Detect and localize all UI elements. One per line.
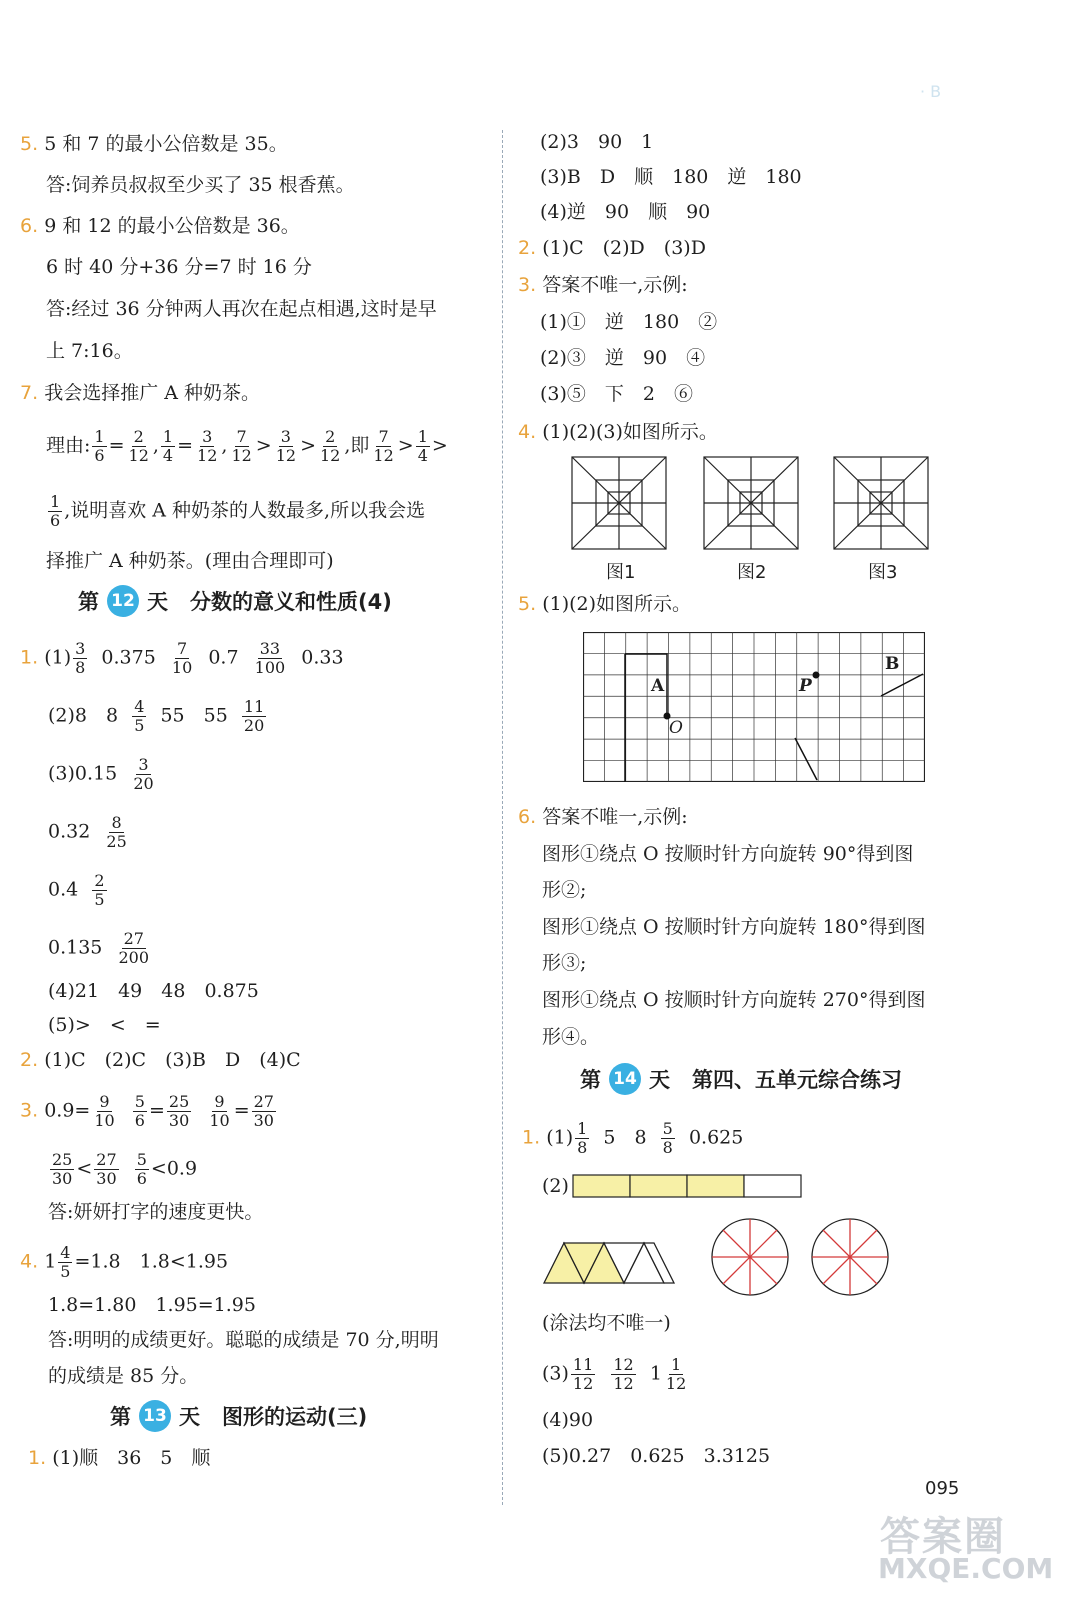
- fraction: $\frac{25}{30}$: [168, 1092, 190, 1130]
- section-heading-14: 第 14 天 第四、五单元综合练习: [580, 1063, 902, 1095]
- answer-line: (3)0.15 $\frac{3}{20}$: [48, 755, 154, 793]
- label-o: O: [669, 718, 683, 738]
- fraction: $\frac{33}{100}$: [254, 639, 286, 677]
- answer-line: 上 7:16。: [46, 340, 133, 362]
- answer-line: 0.4 $\frac{2}{5}$: [48, 871, 105, 909]
- answer-line: 3. 答案不唯一,示例:: [518, 274, 688, 296]
- circle-shape-1: [712, 1219, 788, 1295]
- fraction: $\frac{1}{6}$: [94, 427, 105, 465]
- answer-line: (3)⑤ 下 2 ⑥: [540, 383, 694, 405]
- answer-line: 5. 5 和 7 的最小公倍数是 35。: [20, 133, 288, 155]
- answer-line: 图形①绕点 O 按顺时针方向旋转 90°得到图: [542, 843, 914, 865]
- shaded-shapes: [540, 1215, 900, 1305]
- answer-line: (5)> < =: [48, 1014, 161, 1036]
- symmetry-figures: [570, 455, 990, 551]
- answer-line: 2. (1)C (2)C (3)B D (4)C: [20, 1049, 301, 1071]
- answer-line: 1. (1)顺 36 5 顺: [28, 1447, 211, 1469]
- answer-line: 的成绩是 85 分。: [48, 1365, 199, 1387]
- fraction: $\frac{2}{12}$: [320, 427, 341, 465]
- shaded-bar: [572, 1174, 804, 1198]
- fraction: $\frac{7}{10}$: [171, 639, 193, 677]
- answer-line: 0.32 $\frac{8}{25}$: [48, 813, 127, 851]
- fraction: $\frac{11}{20}$: [243, 697, 265, 735]
- answer-line: 1. (1) $\frac{1}{8}$ 5 8 $\frac{5}{8}$ 0.625: [522, 1119, 744, 1157]
- answer-line: 答:明明的成绩更好。聪聪的成绩是 70 分,明明: [48, 1329, 439, 1351]
- fraction: $\frac{8}{25}$: [106, 813, 127, 851]
- shape-b-segment: [881, 674, 923, 696]
- rotated-segment: [795, 738, 817, 780]
- fraction: $\frac{1}{8}$: [577, 1119, 588, 1157]
- fraction: $\frac{1}{6}$: [50, 492, 61, 530]
- answer-line: (涂法均不唯一): [542, 1312, 671, 1334]
- answer-line: 0.135 $\frac{27}{200}$: [48, 929, 150, 967]
- answer-line: (2)③ 逆 90 ④: [540, 347, 706, 369]
- answer-line: (4)逆 90 顺 90: [540, 201, 711, 223]
- fraction: $\frac{9}{10}$: [209, 1092, 230, 1130]
- answer-line: 7. 我会选择推广 A 种奶茶。: [20, 382, 260, 404]
- answer-line: 2. (1)C (2)D (3)D: [518, 237, 706, 259]
- answer-line: 4. (1)(2)(3)如图所示。: [518, 421, 718, 443]
- fraction: $\frac{12}{12}$: [613, 1355, 634, 1393]
- fraction: $\frac{25}{30}$: [52, 1150, 73, 1188]
- answer-line: $\frac{1}{6}$ ,说明喜欢 A 种奶茶的人数最多,所以我会选: [50, 492, 426, 530]
- fraction: $\frac{3}{12}$: [275, 427, 297, 465]
- answer-line: (4)21 49 48 0.875: [48, 980, 259, 1002]
- fraction: $\frac{27}{30}$: [253, 1092, 274, 1130]
- answer-line: 图形①绕点 O 按顺时针方向旋转 270°得到图: [542, 989, 926, 1011]
- answer-line: (2)8 8 $\frac{4}{5}$ 55 55 $\frac{11}{20}$: [48, 697, 265, 735]
- fraction: $\frac{1}{12}$: [665, 1355, 687, 1393]
- day-badge: 12: [107, 585, 139, 617]
- fraction: $\frac{4}{5}$: [60, 1243, 71, 1281]
- figure-1: [572, 457, 666, 549]
- answer-line: 图形①绕点 O 按顺时针方向旋转 180°得到图: [542, 916, 926, 938]
- watermark: 答案圈: [880, 1514, 1006, 1560]
- answer-line: 1. (1) $\frac{3}{8}$ 0.375 $\frac{7}{10}$ 0.7 $\frac{33}{100}$ 0.33: [20, 639, 344, 677]
- answer-line: 形③;: [542, 952, 587, 974]
- answer-line: 5. (1)(2)如图所示。: [518, 593, 692, 615]
- answer-line: (3)B D 顺 180 逆 180: [540, 166, 802, 188]
- fraction: $\frac{5}{8}$: [662, 1119, 673, 1157]
- watermark-url: MXQE.COM: [878, 1552, 1054, 1585]
- answer-line: 答:经过 36 分钟两人再次在起点相遇,这时是早: [46, 298, 437, 320]
- fraction: $\frac{1}{4}$: [417, 427, 428, 465]
- figure-2: [704, 457, 798, 549]
- answer-line: (2)3 90 1: [540, 131, 654, 153]
- answer-line: 答:饲养员叔叔至少买了 35 根香蕉。: [46, 174, 355, 196]
- figure-caption: 图3: [868, 562, 898, 583]
- answer-line: (3) $\frac{11}{12}$ $\frac{12}{12}$ 1 $\frac{1}{12}$: [542, 1355, 687, 1393]
- label-b: B: [885, 654, 900, 674]
- column-divider: [502, 130, 503, 1505]
- figure-3: [834, 457, 928, 549]
- answer-line: 6. 9 和 12 的最小公倍数是 36。: [20, 215, 300, 237]
- day-badge: 14: [609, 1063, 641, 1095]
- fraction: $\frac{2}{5}$: [94, 871, 105, 909]
- fraction: $\frac{2}{12}$: [128, 427, 149, 465]
- answer-line: (1)① 逆 180 ②: [540, 311, 718, 333]
- figure-caption: 图1: [606, 562, 636, 583]
- answer-line: (4)90: [542, 1409, 594, 1431]
- page-number: 095: [925, 1478, 960, 1499]
- fraction: $\frac{9}{10}$: [94, 1092, 115, 1130]
- fraction: $\frac{27}{30}$: [96, 1150, 117, 1188]
- grid-lines: [583, 632, 925, 782]
- answer-line: (5)0.27 0.625 3.3125: [542, 1445, 771, 1467]
- fraction: $\frac{7}{12}$: [231, 427, 252, 465]
- day-badge: 13: [139, 1400, 171, 1432]
- section-heading-12: 第 12 天 分数的意义和性质(4): [78, 585, 392, 617]
- answer-line: 6 时 40 分+36 分=7 时 16 分: [46, 256, 312, 278]
- answer-line: 6. 答案不唯一,示例:: [518, 806, 688, 828]
- fraction: $\frac{3}{12}$: [197, 427, 218, 465]
- point-p: [813, 672, 820, 679]
- fraction: $\frac{5}{6}$: [134, 1092, 145, 1130]
- answer-line: 择推广 A 种奶茶。(理由合理即可): [46, 550, 334, 572]
- fraction: $\frac{1}{4}$: [162, 427, 174, 465]
- trapezoid-shape: [544, 1243, 674, 1283]
- label-a: A: [651, 676, 665, 696]
- fraction: $\frac{3}{8}$: [75, 639, 86, 677]
- answer-line: 答:妍妍打字的速度更快。: [48, 1201, 264, 1223]
- answer-line: 3. 0.9= $\frac{9}{10}$ $\frac{5}{6}$ = $\frac{25}{30}$ $\frac{9}{10}$ = $\frac{27}{30}$: [20, 1092, 274, 1130]
- reason-line: 理由: $\frac{1}{6}$ = $\frac{2}{12}$ , $\frac{1}{4}$ = $\frac{3}{12}$ , $\frac{7}{12}$ > $\frac{3}{12}$ > $\frac{2}{12}$ ,即 $\frac{7}{12}$ > $\frac{1}{4}$ >: [46, 427, 448, 465]
- answer-line: 1.8=1.80 1.95=1.95: [48, 1294, 256, 1316]
- fraction: $\frac{3}{20}$: [133, 755, 154, 793]
- fraction: $\frac{11}{12}$: [572, 1355, 594, 1393]
- label-p: P: [799, 676, 812, 696]
- section-heading-13: 第 13 天 图形的运动(三): [110, 1400, 367, 1432]
- fraction: $\frac{4}{5}$: [134, 697, 145, 735]
- answer-line: 形④。: [542, 1026, 600, 1048]
- answer-line: (2): [542, 1175, 569, 1197]
- grid-figure: [583, 632, 925, 782]
- circle-shape-2: [812, 1219, 888, 1295]
- figure-caption: 图2: [737, 562, 767, 583]
- fraction: $\frac{7}{12}$: [373, 427, 394, 465]
- answer-line: 4. 1 $\frac{4}{5}$ =1.8 1.8<1.95: [20, 1243, 229, 1281]
- answer-line: 形②;: [542, 879, 587, 901]
- corner-mark: · B: [920, 82, 942, 101]
- answer-line: $\frac{25}{30}$ < $\frac{27}{30}$ $\frac{5}{6}$ <0.9: [52, 1150, 198, 1188]
- fraction: $\frac{5}{6}$: [136, 1150, 147, 1188]
- fraction: $\frac{27}{200}$: [118, 929, 150, 967]
